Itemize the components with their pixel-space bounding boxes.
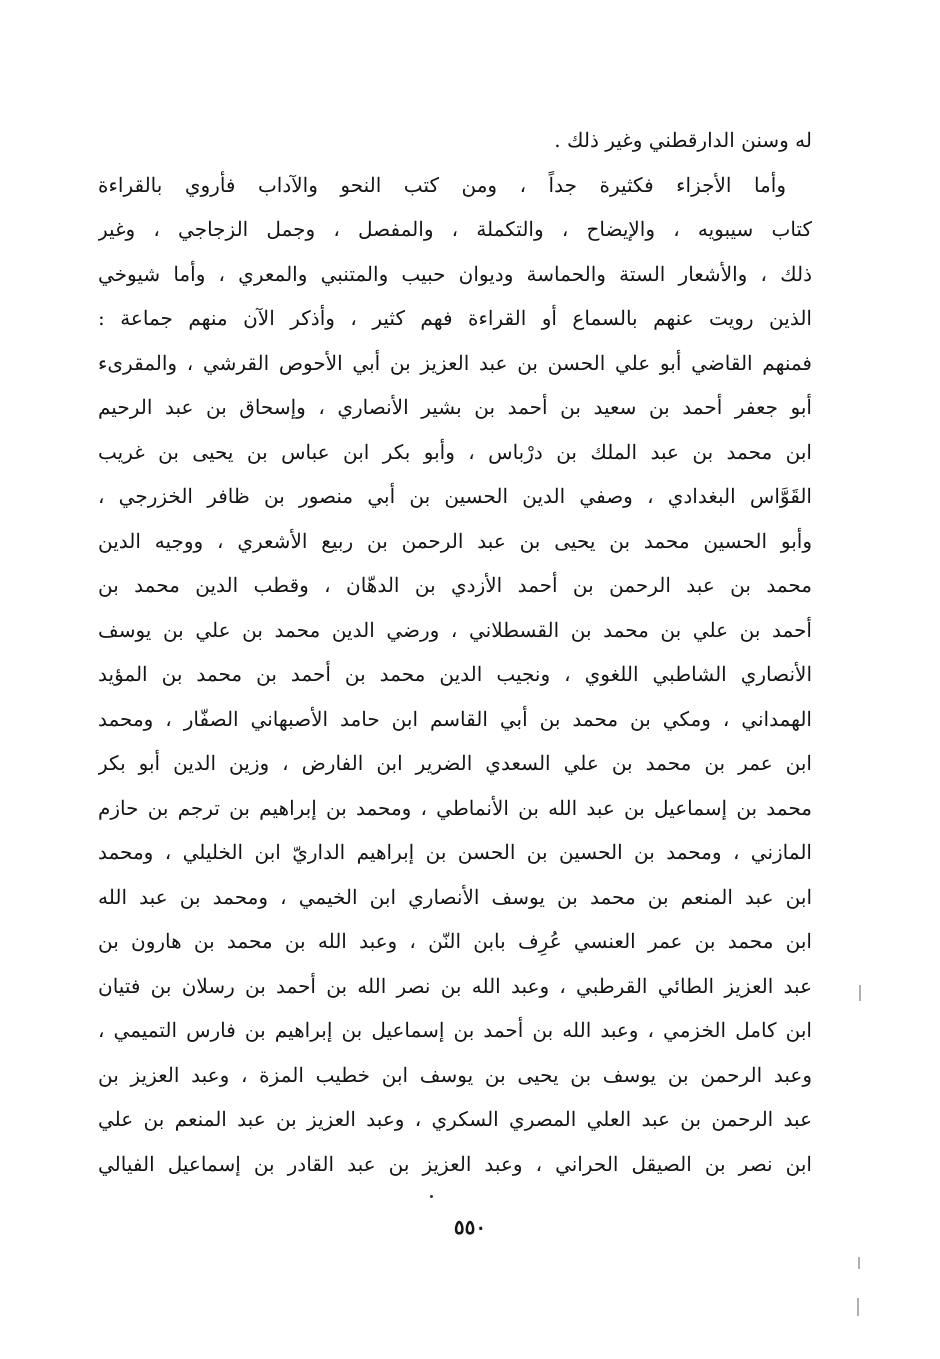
scan-margin-mark bbox=[858, 1257, 860, 1269]
text-line: ابن نصر بن الصيقل الحراني ، وعبد العزيز بن عبد القادر بن إسماعيل الفيالي bbox=[98, 1151, 812, 1176]
text-line: وأبو الحسين محمد بن يحيى بن عبد الرحمن بن ربيع الأشعري ، ووجيه الدين bbox=[98, 528, 812, 553]
text-line: محمد بن إسماعيل بن عبد الله بن الأنماطي ، ومحمد بن إبراهيم بن ترجم بن حازم bbox=[98, 795, 812, 820]
text-line: كتاب سيبويه ، والإيضاح ، والتكملة ، والمفصل ، وجمل الزجاجي ، وغير bbox=[98, 217, 812, 241]
text-line: محمد بن عبد الرحمن بن أحمد الأزدي بن الدهّان ، وقطب الدين محمد بن bbox=[98, 573, 812, 597]
text-line: المازني ، ومحمد بن الحسين بن الحسن بن إبراهيم الداريّ ابن الخليلي ، ومحمد bbox=[98, 840, 812, 864]
text-line: ابن عبد المنعم بن محمد بن يوسف الأنصاري ابن الخيمي ، ومحمد بن عبد الله bbox=[98, 884, 812, 909]
text-line: ابن محمد بن عبد الملك بن درْباس ، وأبو بكر ابن عباس بن يحيى بن غريب bbox=[98, 439, 812, 464]
text-line: ابن عمر بن محمد بن علي السعدي الضرير ابن الفارض ، وزين الدين أبو بكر bbox=[98, 751, 812, 775]
text-line: له وسنن الدارقطني وغير ذلك . bbox=[554, 128, 812, 152]
text-line: ابن محمد بن عمر العنسي عُرِف بابن النّن ، وعبد الله بن محمد بن هارون بن bbox=[98, 929, 812, 953]
text-line: عبد الرحمن بن عبد العلي المصري السكري ، وعبد العزيز بن عبد المنعم بن علي bbox=[98, 1107, 812, 1131]
body-text bbox=[98, 118, 812, 1186]
scan-margin-mark bbox=[859, 985, 861, 1001]
text-line: ابن كامل الخزمي ، وعبد الله بن أحمد بن إسماعيل بن إبراهيم بن فارس التميمي ، bbox=[98, 1018, 812, 1042]
text-line: القَوَّاس البغدادي ، وصفي الدين الحسين بن أبي منصور بن ظافر الخزرجي ، bbox=[98, 484, 812, 508]
text-line: أحمد بن علي بن محمد بن القسطلاني ، ورضي الدين محمد بن علي بن يوسف bbox=[98, 617, 812, 642]
scan-margin-mark bbox=[857, 1298, 859, 1316]
text-line: فمنهم القاضي أبو علي الحسن بن عبد العزيز بن أبي الأحوص القرشي ، والمقرىء bbox=[98, 350, 812, 375]
text-line: الأنصاري الشاطبي اللغوي ، ونجيب الدين محمد بن أحمد بن محمد بن المؤيد bbox=[98, 662, 812, 686]
scan-dot-mark bbox=[430, 1195, 433, 1198]
page-number: ٥٥٠ bbox=[453, 1215, 487, 1239]
text-line: ذلك ، والأشعار الستة والحماسة وديوان حبيب والمتنبي والمعري ، وأما شيوخي bbox=[98, 261, 812, 286]
text-line: وأما الأجزاء فكثيرة جداً ، ومن كتب النحو والآداب فأروي بالقراءة bbox=[98, 172, 786, 197]
text-line: أبو جعفر أحمد بن سعيد بن أحمد بن بشير الأنصاري ، وإسحاق بن عبد الرحيم bbox=[98, 395, 812, 419]
text-line: وعبد الرحمن بن يوسف بن يحيى بن يوسف ابن خطيب المزة ، وعبد العزيز بن bbox=[98, 1062, 812, 1087]
text-line: عبد العزيز الطائي القرطبي ، وعبد الله بن نصر الله بن أحمد بن رسلان بن فتيان bbox=[98, 973, 812, 998]
text-line: الهمداني ، ومكي بن محمد بن أبي القاسم ابن حامد الأصبهاني الصفّار ، ومحمد bbox=[98, 706, 812, 731]
text-line: الذين رويت عنهم بالسماع أو القراءة فهم كثير ، وأذكر الآن منهم جماعة : bbox=[98, 306, 812, 330]
